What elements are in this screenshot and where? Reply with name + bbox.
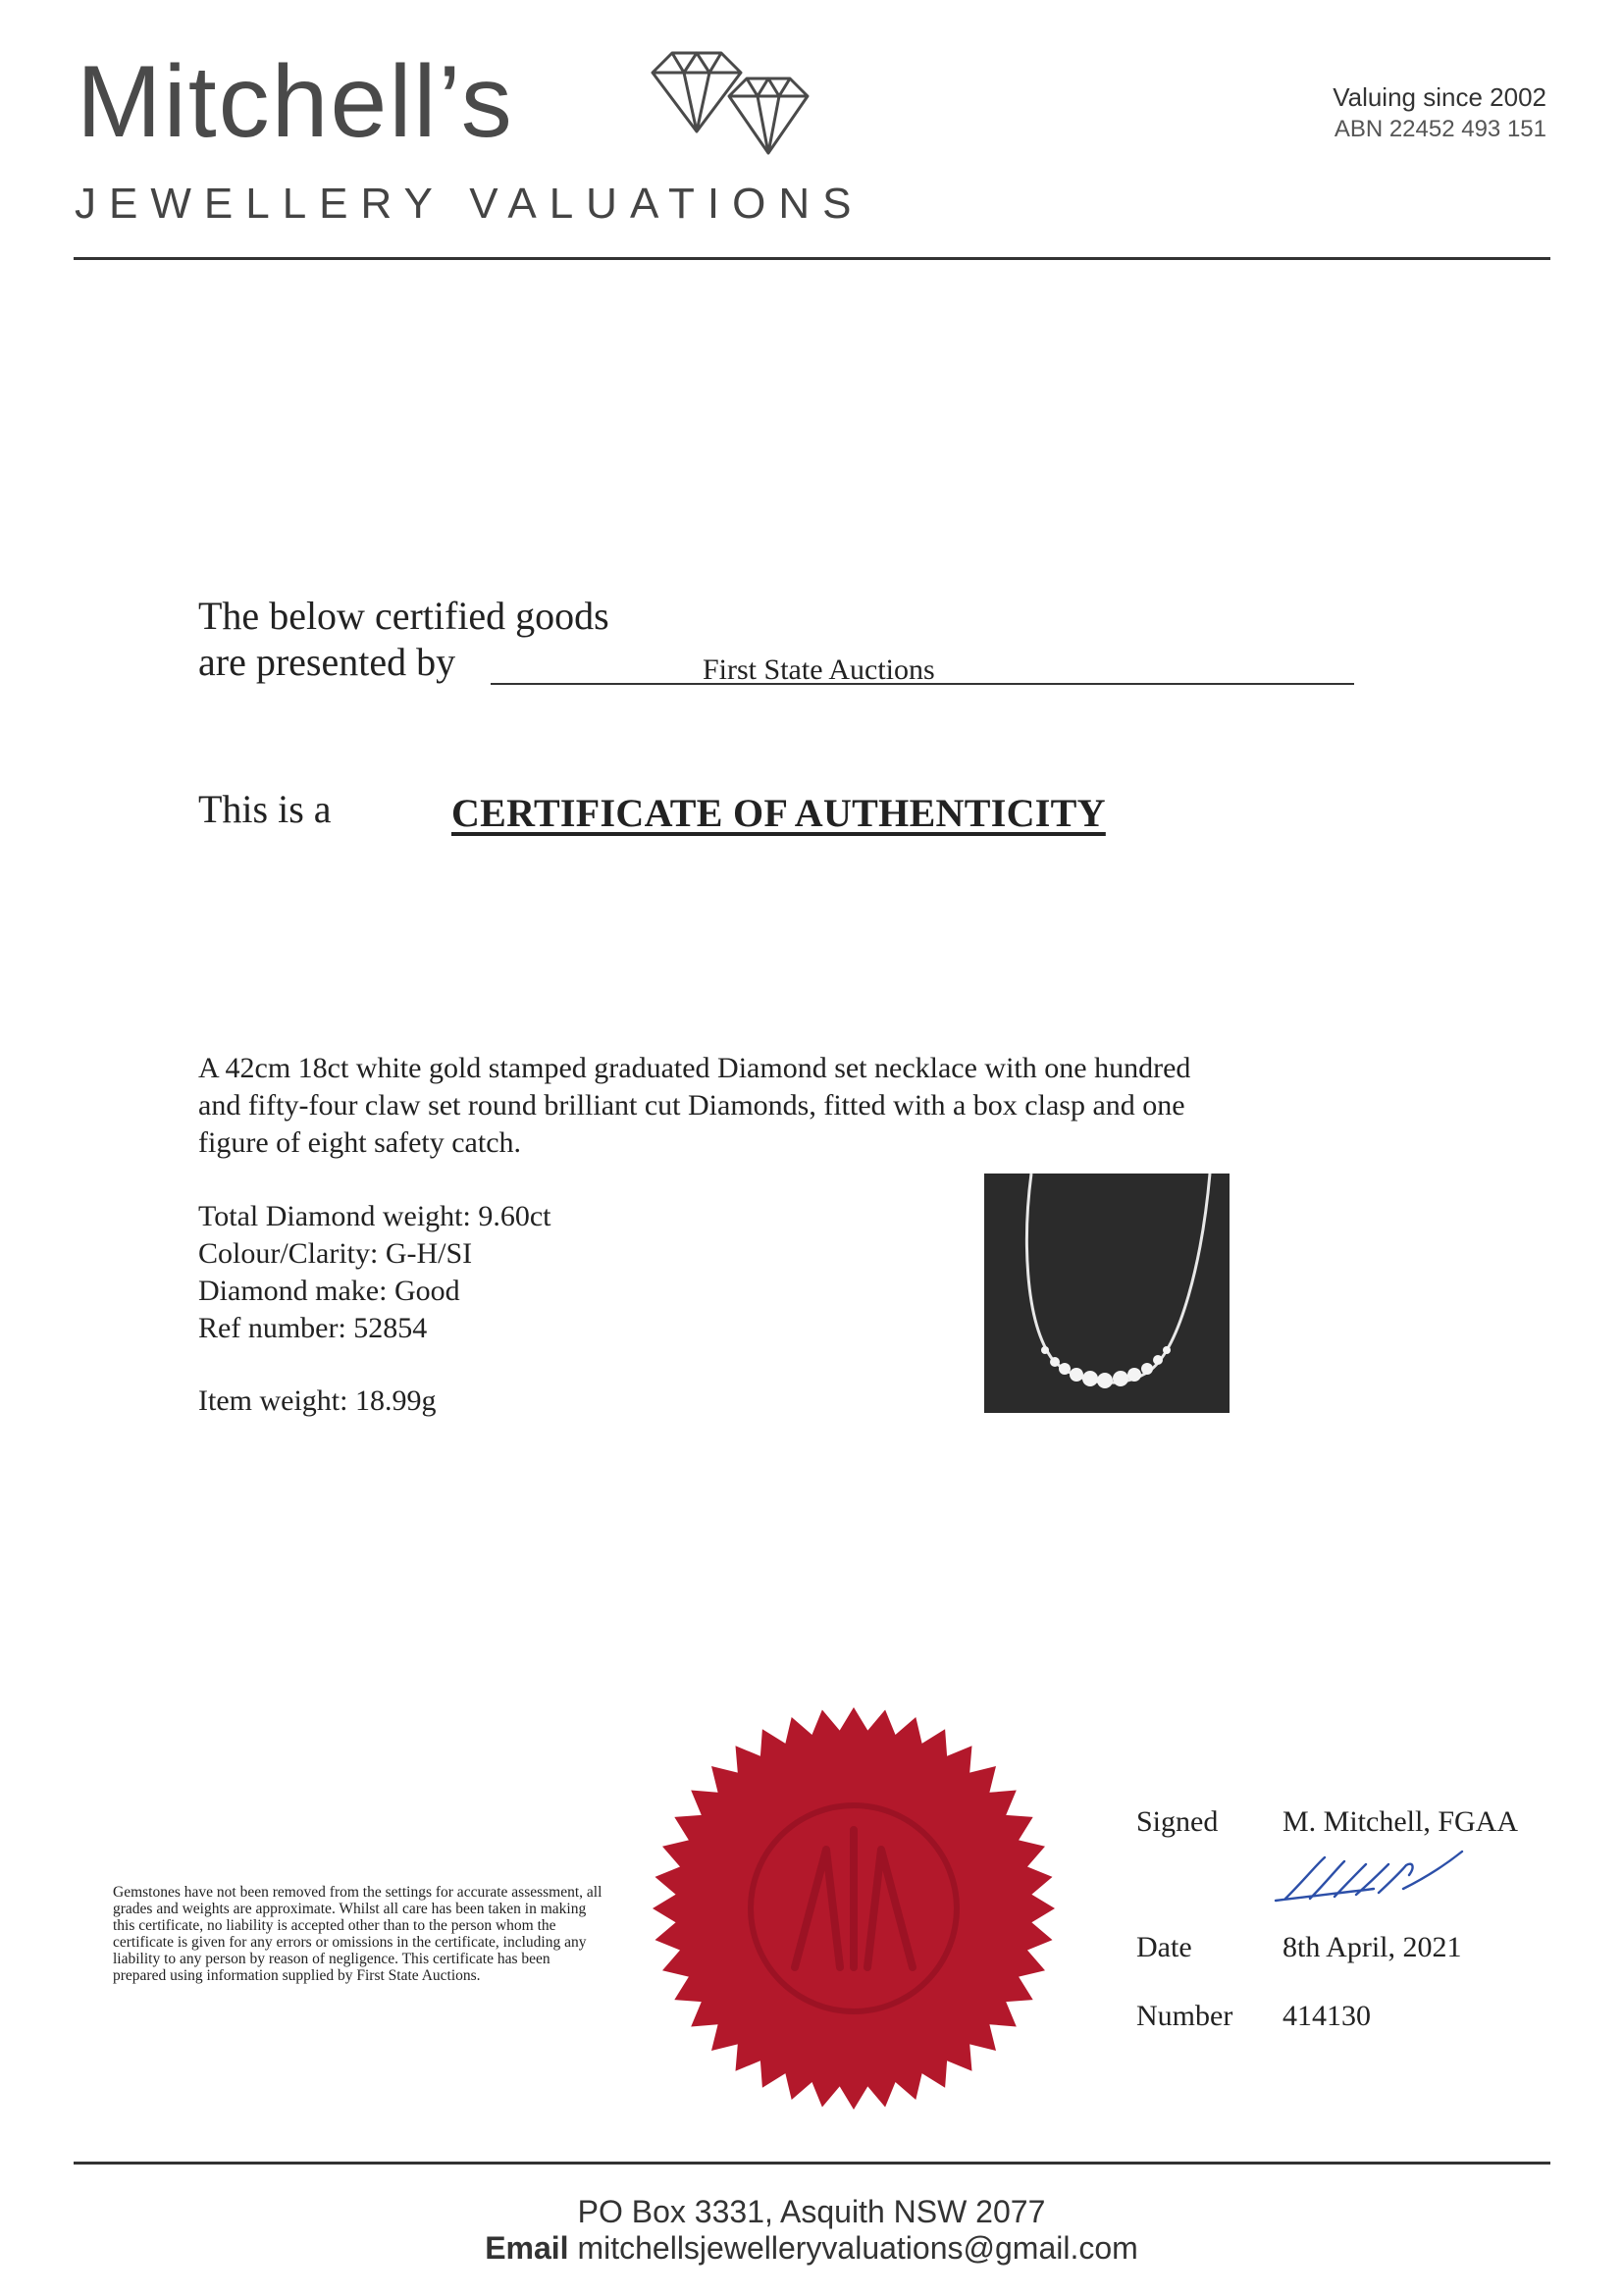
- tagline: Valuing since 2002: [1333, 82, 1546, 112]
- certificate-number: 414130: [1283, 2000, 1371, 2032]
- brand-subtitle: JEWELLERY VALUATIONS: [75, 180, 864, 228]
- date-value: 8th April, 2021: [1283, 1931, 1462, 1963]
- signed-label: Signed: [1136, 1805, 1219, 1838]
- date-label: Date: [1136, 1931, 1192, 1963]
- diamond-logo-icon: [643, 45, 819, 163]
- disclaimer-text: Gemstones have not been removed from the settings for accurate assessment, all grades and weights are approximate. Whilst all care has been taken in making this certificate, no liability is accepted other than to the person whom the certificate is given for any errors or omissions in the certificate, including any liability to any person by reason of negligence. This certificate has been prepared using information supplied by First State Auctions.: [113, 1884, 602, 1984]
- wax-seal: [648, 1702, 1060, 2114]
- necklace-photo: [984, 1174, 1230, 1413]
- certificate-title: CERTIFICATE OF AUTHENTICITY: [451, 791, 1106, 835]
- cert-prefix: This is a: [198, 787, 332, 831]
- signature: [1266, 1840, 1482, 1918]
- spec-total-weight: Total Diamond weight: 9.60ct: [198, 1200, 551, 1232]
- spec-colour-clarity: Colour/Clarity: G-H/SI: [198, 1237, 473, 1270]
- spec-diamond-make: Diamond make: Good: [198, 1275, 460, 1307]
- email-address[interactable]: mitchellsjewelleryvaluations@gmail.com: [577, 2230, 1138, 2266]
- spec-ref-number: Ref number: 52854: [198, 1312, 428, 1344]
- number-label: Number: [1136, 2000, 1233, 2032]
- intro-line-1: The below certified goods: [198, 594, 609, 638]
- brand-name: Mitchell’s: [77, 45, 514, 159]
- email-label: Email: [485, 2230, 569, 2266]
- item-description: A 42cm 18ct white gold stamped graduated Diamond set necklace with one hundred and fifty-four claw set round brilliant cut Diamonds, fitted with a box clasp and one figure of eight safety catch.: [198, 1052, 1191, 1159]
- signer-name: M. Mitchell, FGAA: [1283, 1805, 1518, 1838]
- abn-number: ABN 22452 493 151: [1334, 116, 1546, 142]
- spec-item-weight: Item weight: 18.99g: [198, 1384, 437, 1417]
- intro-line-2: are presented by: [198, 640, 456, 684]
- header-divider: [74, 257, 1550, 260]
- footer-address: PO Box 3331, Asquith NSW 2077: [577, 2194, 1046, 2229]
- footer-email: [0, 2232, 1623, 2264]
- presenter-name: First State Auctions: [703, 653, 935, 686]
- footer-divider: [74, 2162, 1550, 2165]
